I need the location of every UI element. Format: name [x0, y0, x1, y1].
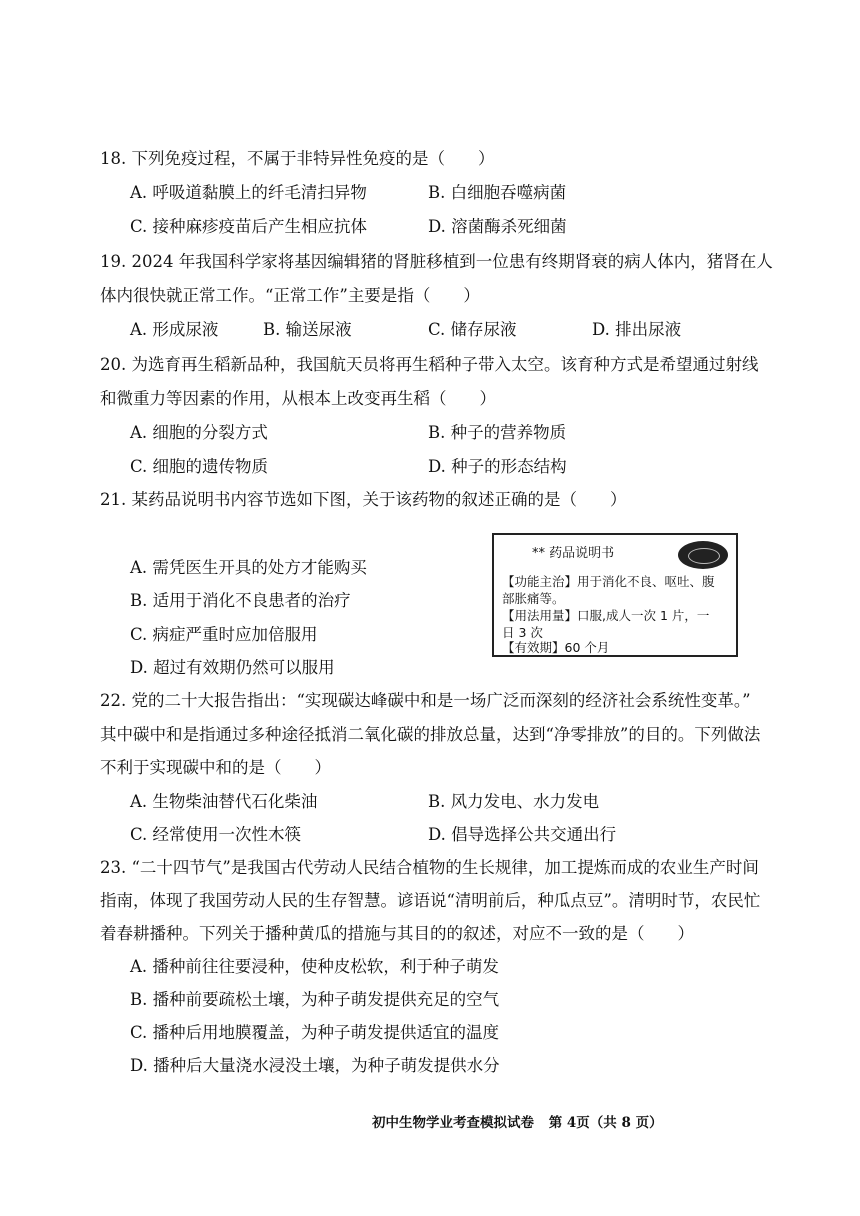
- question-23-stem-line3: 着春耕播种。下列关于播种黄瓜的措施与其目的的叙述，对应不一致的是（ ）: [100, 924, 694, 943]
- drug-box-title: ** 药品说明书: [532, 546, 615, 561]
- question-18-option-a: A. 呼吸道黏膜上的纤毛清扫异物: [130, 183, 367, 202]
- question-22-stem-line1: 22. 党的二十大报告指出：“实现碳达峰碳中和是一场广泛而深刻的经济社会系统性变革。”: [100, 691, 751, 710]
- question-20-option-d: D. 种子的形态结构: [428, 457, 567, 476]
- question-19-option-d: D. 排出尿液: [592, 320, 682, 339]
- question-20-stem-line1: 20. 为选育再生稻新品种，我国航天员将再生稻种子带入太空。该育种方式是希望通过射线: [100, 355, 759, 374]
- question-23-option-c: C. 播种后用地膜覆盖，为种子萌发提供适宜的温度: [130, 1023, 500, 1042]
- question-21-option-c: C. 病症严重时应加倍服用: [130, 625, 318, 644]
- question-22-option-d: D. 倡导选择公共交通出行: [428, 825, 617, 844]
- question-22-option-a: A. 生物柴油替代石化柴油: [130, 792, 318, 811]
- question-23-option-d: D. 播种后大量浇水浸没土壤，为种子萌发提供水分: [130, 1056, 500, 1075]
- question-22-option-c: C. 经常使用一次性木筷: [130, 825, 302, 844]
- drug-box-line: 日 3 次: [502, 625, 543, 640]
- drug-logo-icon: [678, 541, 728, 569]
- question-19-stem-line1: 19. 2024 年我国科学家将基因编辑猪的肾脏移植到一位患有终期肾衰的病人体内，猪肾在人: [100, 252, 773, 271]
- question-20-option-c: C. 细胞的遗传物质: [130, 457, 269, 476]
- question-21-stem: 21. 某药品说明书内容节选如下图，关于该药物的叙述正确的是（ ）: [100, 490, 627, 509]
- question-18-stem: 18. 下列免疫过程，不属于非特异性免疫的是（ ）: [100, 149, 495, 168]
- question-19-option-b: B. 输送尿液: [263, 320, 352, 339]
- question-18-option-c: C. 接种麻疹疫苗后产生相应抗体: [130, 217, 368, 236]
- question-18-option-d: D. 溶菌酶杀死细菌: [428, 217, 567, 236]
- question-23-option-a: A. 播种前往往要浸种，使种皮松软，利于种子萌发: [130, 957, 499, 976]
- question-21-option-d: D. 超过有效期仍然可以服用: [130, 658, 335, 677]
- question-19-option-c: C. 储存尿液: [428, 320, 517, 339]
- drug-box-line: 部胀痛等。: [502, 591, 565, 606]
- question-19-stem-line2: 体内很快就正常工作。“正常工作”主要是指（ ）: [100, 286, 480, 305]
- question-18-option-b: B. 白细胞吞噬病菌: [428, 183, 567, 202]
- question-23-stem-line1: 23. “二十四节气”是我国古代劳动人民结合植物的生长规律，加工提炼而成的农业生产时间: [100, 858, 759, 877]
- question-23-stem-line2: 指南，体现了我国劳动人民的生存智慧。谚语说“清明前后，种瓜点豆”。清明时节，农民忙: [100, 891, 761, 910]
- drug-box-line: 【有效期】60 个月: [502, 640, 610, 655]
- drug-box-line: 【用法用量】口服,成人一次 1 片，一: [502, 608, 710, 623]
- footer-exam-title: 初中生物学业考查模拟试卷: [372, 1115, 534, 1131]
- footer-page-number: 第 4页（共 8 页）: [548, 1115, 663, 1131]
- question-20-option-a: A. 细胞的分裂方式: [130, 423, 268, 442]
- question-22-option-b: B. 风力发电、水力发电: [428, 792, 600, 811]
- question-21-option-a: A. 需凭医生开具的处方才能购买: [130, 558, 367, 577]
- question-20-stem-line2: 和微重力等因素的作用，从根本上改变再生稻（ ）: [100, 389, 496, 408]
- question-21-option-b: B. 适用于消化不良患者的治疗: [130, 591, 351, 610]
- page-footer: [372, 1111, 673, 1131]
- question-19-option-a: A. 形成尿液: [130, 320, 219, 339]
- question-20-option-b: B. 种子的营养物质: [428, 423, 567, 442]
- question-22-stem-line3: 不利于实现碳中和的是（ ）: [100, 758, 331, 777]
- question-23-option-b: B. 播种前要疏松土壤，为种子萌发提供充足的空气: [130, 990, 500, 1009]
- question-22-stem-line2: 其中碳中和是指通过多种途径抵消二氧化碳的排放总量，达到“净零排放”的目的。下列做法: [100, 725, 761, 744]
- drug-box-line: 【功能主治】用于消化不良、呕吐、腹: [502, 574, 715, 589]
- drug-instruction-box: [492, 533, 738, 657]
